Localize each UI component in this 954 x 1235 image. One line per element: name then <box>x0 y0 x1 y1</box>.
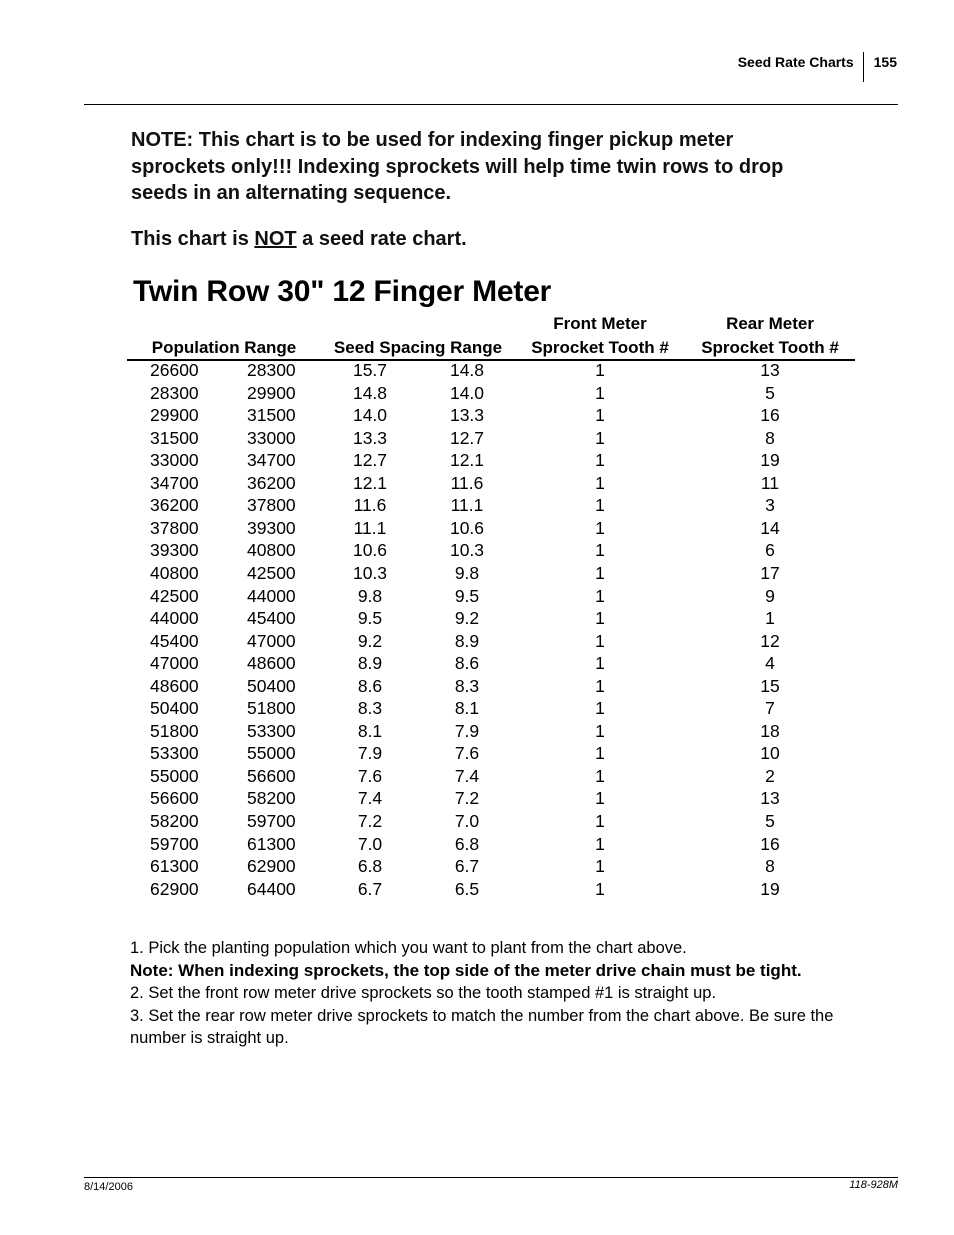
page-number: 155 <box>873 54 897 70</box>
spacing-to-cell: 12.1 <box>449 450 485 471</box>
front-sprocket-header: Sprocket Tooth # <box>531 338 669 357</box>
table-row <box>0 879 954 902</box>
front-tooth-cell: 1 <box>595 608 605 629</box>
spacing-from-cell: 7.2 <box>357 811 383 831</box>
spacing-from-cell: 10.3 <box>352 562 388 583</box>
front-tooth-cell: 1 <box>595 765 605 786</box>
population-from-cell: 61300 <box>150 856 199 877</box>
population-to-cell: 28300 <box>247 360 296 380</box>
front-tooth-cell: 1 <box>595 562 605 583</box>
spacing-from-cell: 11.1 <box>353 517 387 538</box>
spacing-from-cell: 8.1 <box>357 720 383 741</box>
population-to-cell: 40800 <box>247 540 296 561</box>
spacing-from-cell: 12.1 <box>352 472 388 493</box>
spacing-to-cell: 6.7 <box>454 856 480 877</box>
front-tooth-cell: 1 <box>595 675 605 696</box>
front-tooth-cell: 1 <box>595 833 605 854</box>
rear-tooth-cell: 19 <box>760 450 780 471</box>
not-seed-rate-note <box>131 228 467 251</box>
rear-tooth-cell: 5 <box>765 811 775 831</box>
spacing-to-cell: 7.2 <box>454 788 480 809</box>
note-line2-after: a seed rate chart. <box>296 228 467 250</box>
population-from-cell: 62900 <box>150 878 199 899</box>
front-tooth-cell: 1 <box>595 720 605 741</box>
front-tooth-cell: 1 <box>595 360 605 380</box>
spacing-to-cell: 6.8 <box>454 833 480 854</box>
spacing-to-cell: 14.8 <box>449 360 485 380</box>
seed-spacing-range-header: Seed Spacing Range <box>333 338 503 357</box>
spacing-from-cell: 6.7 <box>357 878 383 899</box>
rear-tooth-cell: 10 <box>760 743 780 764</box>
table-row <box>0 743 954 766</box>
note-line2-before: This chart is <box>131 228 255 250</box>
population-from-cell: 29900 <box>150 405 199 426</box>
spacing-to-cell: 10.3 <box>449 540 485 561</box>
population-to-cell: 59700 <box>247 811 296 831</box>
population-from-cell: 50400 <box>150 698 199 719</box>
spacing-from-cell: 6.8 <box>357 856 383 877</box>
rear-tooth-cell: 6 <box>765 540 775 561</box>
rear-tooth-cell: 8 <box>765 856 775 877</box>
rear-tooth-cell: 5 <box>765 382 775 403</box>
front-tooth-cell: 1 <box>595 653 605 674</box>
population-from-cell: 28300 <box>150 382 199 403</box>
population-to-cell: 62900 <box>247 856 296 877</box>
population-from-cell: 42500 <box>150 585 199 606</box>
population-to-cell: 51800 <box>247 698 296 719</box>
spacing-from-cell: 7.6 <box>357 765 383 786</box>
front-tooth-cell: 1 <box>595 630 605 651</box>
population-from-cell: 33000 <box>150 450 199 471</box>
population-to-cell: 34700 <box>247 450 296 471</box>
spacing-to-cell: 12.7 <box>449 427 485 448</box>
spacing-from-cell: 8.6 <box>357 675 383 696</box>
rear-tooth-cell: 18 <box>760 720 780 741</box>
spacing-to-cell: 13.3 <box>449 405 485 426</box>
spacing-to-cell: 9.8 <box>454 562 480 583</box>
table-row <box>0 856 954 879</box>
front-meter-header-top: Front Meter <box>553 314 647 333</box>
population-from-cell: 58200 <box>150 811 199 831</box>
spacing-from-cell: 15.7 <box>352 360 388 380</box>
spacing-to-cell: 6.5 <box>454 878 480 899</box>
population-to-cell: 29900 <box>247 382 296 403</box>
rear-tooth-cell: 8 <box>765 427 775 448</box>
population-to-cell: 55000 <box>247 743 296 764</box>
spacing-from-cell: 8.9 <box>357 653 383 674</box>
table-row <box>0 360 954 383</box>
table-row <box>0 834 954 857</box>
instructions <box>130 937 870 1050</box>
table-row <box>0 495 954 518</box>
table-row <box>0 721 954 744</box>
population-to-cell: 58200 <box>247 788 296 809</box>
table-row <box>0 473 954 496</box>
rear-tooth-cell: 12 <box>760 630 780 651</box>
population-to-cell: 42500 <box>247 562 296 583</box>
spacing-from-cell: 13.3 <box>352 427 388 448</box>
spacing-to-cell: 7.9 <box>454 720 480 741</box>
rear-meter-header-top: Rear Meter <box>726 314 814 333</box>
spacing-to-cell: 7.6 <box>454 743 480 764</box>
spacing-to-cell: 8.3 <box>454 675 480 696</box>
population-from-cell: 34700 <box>150 472 199 493</box>
table-row <box>0 563 954 586</box>
rear-tooth-cell: 13 <box>760 788 780 809</box>
rear-tooth-cell: 3 <box>765 495 775 516</box>
table-row <box>0 383 954 406</box>
population-from-cell: 48600 <box>150 675 199 696</box>
section-title: Seed Rate Charts <box>737 54 854 70</box>
table-row <box>0 766 954 789</box>
population-to-cell: 44000 <box>247 585 296 606</box>
table-row <box>0 698 954 721</box>
front-tooth-cell: 1 <box>595 517 605 538</box>
front-tooth-cell: 1 <box>595 495 605 516</box>
population-to-cell: 64400 <box>247 878 296 899</box>
spacing-from-cell: 11.6 <box>353 495 387 516</box>
front-tooth-cell: 1 <box>595 788 605 809</box>
spacing-to-cell: 8.6 <box>454 653 480 674</box>
table-row <box>0 450 954 473</box>
header-divider <box>863 52 864 82</box>
footer-rule <box>84 1177 898 1178</box>
spacing-from-cell: 12.7 <box>352 450 388 471</box>
population-from-cell: 36200 <box>150 495 199 516</box>
population-from-cell: 55000 <box>150 765 199 786</box>
population-from-cell: 40800 <box>150 562 199 583</box>
page-header <box>738 52 897 84</box>
population-from-cell: 31500 <box>150 427 199 448</box>
front-tooth-cell: 1 <box>595 856 605 877</box>
table-row <box>0 631 954 654</box>
rear-tooth-cell: 19 <box>760 878 780 899</box>
population-from-cell: 47000 <box>150 653 199 674</box>
population-to-cell: 47000 <box>247 630 296 651</box>
table-row <box>0 788 954 811</box>
instruction-note: Note: When indexing sprockets, the top side of the meter drive chain must be tight. <box>130 960 802 980</box>
spacing-from-cell: 9.2 <box>357 630 383 651</box>
chart-title: Twin Row 30" 12 Finger Meter <box>133 275 552 308</box>
table-row <box>0 540 954 563</box>
spacing-from-cell: 7.0 <box>357 833 383 854</box>
rear-tooth-cell: 16 <box>760 833 780 854</box>
population-from-cell: 44000 <box>150 608 199 629</box>
table-row <box>0 811 954 834</box>
spacing-to-cell: 8.1 <box>454 698 480 719</box>
front-tooth-cell: 1 <box>595 811 605 831</box>
population-range-header: Population Range <box>151 338 297 357</box>
population-to-cell: 31500 <box>247 405 296 426</box>
table-row <box>0 405 954 428</box>
population-to-cell: 50400 <box>247 675 296 696</box>
spacing-to-cell: 14.0 <box>449 382 485 403</box>
header-rule <box>84 104 898 105</box>
population-from-cell: 51800 <box>150 720 199 741</box>
spacing-to-cell: 7.0 <box>454 811 480 831</box>
population-to-cell: 53300 <box>247 720 296 741</box>
spacing-from-cell: 14.0 <box>352 405 388 426</box>
spacing-to-cell: 9.5 <box>454 585 480 606</box>
population-to-cell: 56600 <box>247 765 296 786</box>
spacing-from-cell: 7.9 <box>357 743 383 764</box>
note-line2-emphasis: NOT <box>254 228 297 250</box>
rear-tooth-cell: 7 <box>765 698 775 719</box>
spacing-from-cell: 9.5 <box>357 608 383 629</box>
population-from-cell: 39300 <box>150 540 199 561</box>
population-to-cell: 33000 <box>247 427 296 448</box>
table-row <box>0 608 954 631</box>
table-row <box>0 676 954 699</box>
front-tooth-cell: 1 <box>595 382 605 403</box>
front-tooth-cell: 1 <box>595 743 605 764</box>
population-to-cell: 48600 <box>247 653 296 674</box>
rear-tooth-cell: 4 <box>765 653 775 674</box>
rear-tooth-cell: 9 <box>765 585 775 606</box>
front-tooth-cell: 1 <box>595 427 605 448</box>
population-from-cell: 45400 <box>150 630 199 651</box>
spacing-from-cell: 10.6 <box>352 540 388 561</box>
rear-tooth-cell: 15 <box>760 675 780 696</box>
rear-sprocket-header: Sprocket Tooth # <box>701 338 839 357</box>
table-row <box>0 518 954 541</box>
table-row <box>0 653 954 676</box>
rear-tooth-cell: 1 <box>765 608 775 629</box>
population-from-cell: 37800 <box>150 517 199 538</box>
population-from-cell: 26600 <box>150 360 199 380</box>
population-to-cell: 39300 <box>247 517 296 538</box>
rear-tooth-cell: 11 <box>760 472 780 493</box>
population-to-cell: 61300 <box>247 833 296 854</box>
spacing-from-cell: 7.4 <box>357 788 383 809</box>
table-row <box>0 428 954 451</box>
footer-date: 8/14/2006 <box>84 1181 133 1193</box>
rear-tooth-cell: 17 <box>760 562 780 583</box>
front-tooth-cell: 1 <box>595 405 605 426</box>
population-from-cell: 59700 <box>150 833 199 854</box>
spacing-from-cell: 8.3 <box>357 698 383 719</box>
spacing-from-cell: 14.8 <box>352 382 388 403</box>
rear-tooth-cell: 2 <box>765 765 775 786</box>
front-tooth-cell: 1 <box>595 540 605 561</box>
population-to-cell: 36200 <box>247 472 296 493</box>
population-from-cell: 53300 <box>150 743 199 764</box>
instruction-step-3: 3. Set the rear row meter drive sprockets to match the number from the chart above. Be sure the number is straight up. <box>130 1006 834 1047</box>
spacing-to-cell: 10.6 <box>449 517 485 538</box>
population-to-cell: 37800 <box>247 495 296 516</box>
front-tooth-cell: 1 <box>595 450 605 471</box>
front-tooth-cell: 1 <box>595 698 605 719</box>
front-tooth-cell: 1 <box>595 585 605 606</box>
footer-doc-number: 118-928M <box>849 1179 898 1191</box>
spacing-to-cell: 7.4 <box>454 765 480 786</box>
indexing-note: NOTE: This chart is to be used for indexing finger pickup meter sprockets only!!! Indexing sprockets will help time twin rows to drop seeds in an alternating sequence. <box>131 129 784 204</box>
spacing-to-cell: 11.6 <box>450 472 484 493</box>
population-to-cell: 45400 <box>247 608 296 629</box>
spacing-to-cell: 9.2 <box>454 608 480 629</box>
front-tooth-cell: 1 <box>595 878 605 899</box>
front-tooth-cell: 1 <box>595 472 605 493</box>
rear-tooth-cell: 16 <box>760 405 780 426</box>
table-row <box>0 586 954 609</box>
rear-tooth-cell: 13 <box>760 360 780 380</box>
spacing-to-cell: 8.9 <box>454 630 480 651</box>
spacing-from-cell: 9.8 <box>357 585 383 606</box>
population-from-cell: 56600 <box>150 788 199 809</box>
rear-tooth-cell: 14 <box>760 517 780 538</box>
spacing-to-cell: 11.1 <box>450 495 484 516</box>
instruction-step-1: 1. Pick the planting population which you want to plant from the chart above. <box>130 939 687 957</box>
instruction-step-2: 2. Set the front row meter drive sprockets so the tooth stamped #1 is straight up. <box>130 984 717 1002</box>
